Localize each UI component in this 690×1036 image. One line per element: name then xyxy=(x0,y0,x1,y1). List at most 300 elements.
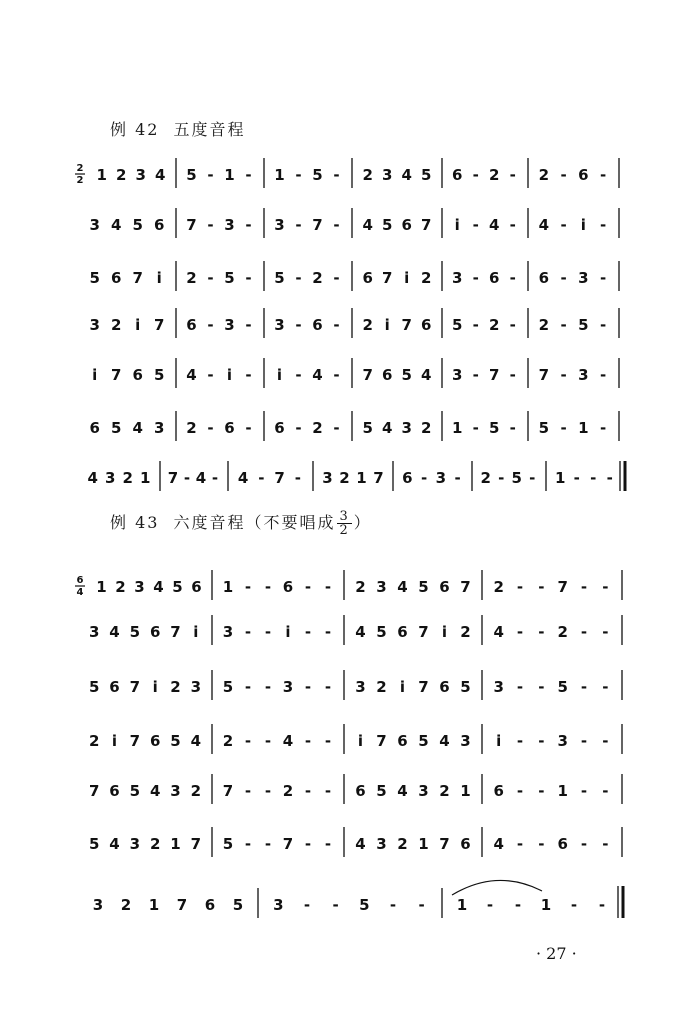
note: 2 xyxy=(170,678,181,696)
note: 3 xyxy=(557,732,568,750)
dash-note: - xyxy=(580,578,588,596)
dash-note: - xyxy=(600,216,607,234)
note: 7 xyxy=(176,896,188,914)
note: 3 xyxy=(273,896,284,914)
note: 2 xyxy=(339,469,350,487)
note: 7 xyxy=(129,678,141,696)
dash-note: - xyxy=(538,678,545,696)
note: 4 xyxy=(538,216,550,234)
dash-note: - xyxy=(304,678,312,696)
note: 3 xyxy=(322,469,333,487)
note: 6 xyxy=(538,269,550,287)
note: 1 xyxy=(460,782,471,800)
note: 3 xyxy=(578,269,589,287)
dash-note: - xyxy=(244,732,252,750)
dash-note: - xyxy=(244,835,252,853)
dash-note: - xyxy=(333,166,340,184)
dash-note: - xyxy=(245,269,252,287)
dash-note: - xyxy=(294,469,301,487)
note: 4 xyxy=(186,366,197,384)
page-number: · 27 · xyxy=(536,944,577,963)
note: 7 xyxy=(382,269,393,287)
note: 1 xyxy=(418,835,429,853)
dash-note: - xyxy=(304,835,312,853)
dash-note: - xyxy=(244,782,252,800)
note: 1 xyxy=(578,419,589,437)
note: 1 xyxy=(557,782,568,800)
note: 5 xyxy=(418,578,429,596)
fraction-numerator: 3 xyxy=(339,509,350,524)
dash-note: - xyxy=(600,166,607,184)
note: 5 xyxy=(274,269,285,287)
note: 2 xyxy=(439,782,450,800)
note: 6 xyxy=(489,269,500,287)
dash-note: - xyxy=(580,782,588,800)
dash-note: - xyxy=(560,166,567,184)
note: 4 xyxy=(237,469,249,487)
note: 7 xyxy=(489,366,500,384)
dash-note: - xyxy=(244,578,252,596)
dash-note: - xyxy=(207,166,214,184)
dash-note: - xyxy=(324,732,332,750)
note: 7 xyxy=(401,316,412,334)
dash-note: - xyxy=(600,366,607,384)
note: 7 xyxy=(421,216,432,234)
note: 6 xyxy=(421,316,432,334)
note: 4 xyxy=(439,732,450,750)
note: 4 xyxy=(111,216,122,234)
note: 3 xyxy=(105,469,116,487)
note: 3 xyxy=(222,623,234,641)
note: 7 xyxy=(274,469,285,487)
note: 6 xyxy=(224,419,235,437)
dash-note: - xyxy=(324,835,332,853)
note: 4 xyxy=(382,419,393,437)
dash-note: - xyxy=(264,732,272,750)
note: 7 xyxy=(190,835,202,853)
note: 4 xyxy=(132,419,143,437)
note: 6 xyxy=(154,216,165,234)
note: i xyxy=(404,269,410,287)
note: 6 xyxy=(149,623,161,641)
note: 5 xyxy=(132,216,143,234)
note: 7 xyxy=(362,366,373,384)
note: 5 xyxy=(129,623,141,641)
note: i xyxy=(193,623,199,641)
dash-note: - xyxy=(295,216,302,234)
dash-note: - xyxy=(602,678,609,696)
dash-note: - xyxy=(421,469,428,487)
time-signature-43-denominator: 4 xyxy=(76,587,84,598)
dash-note: - xyxy=(509,366,516,384)
dash-note: - xyxy=(516,678,524,696)
note: 2 xyxy=(557,623,568,641)
note: 6 xyxy=(402,469,413,487)
note: 3 xyxy=(224,316,235,334)
note: 7 xyxy=(439,835,450,853)
note: 1 xyxy=(170,835,181,853)
dash-note: - xyxy=(600,269,607,287)
note: 5 xyxy=(557,678,568,696)
note: 5 xyxy=(362,419,373,437)
dash-note: - xyxy=(602,732,609,750)
note: 7 xyxy=(460,578,471,596)
dash-note: - xyxy=(207,269,214,287)
note: 2 xyxy=(122,469,133,487)
note: 5 xyxy=(186,166,197,184)
note: 1 xyxy=(555,469,566,487)
note: i xyxy=(399,678,406,696)
note: 5 xyxy=(418,732,429,750)
note: 6 xyxy=(382,366,393,384)
dash-note: - xyxy=(304,782,312,800)
note: 4 xyxy=(421,366,432,384)
note: 4 xyxy=(401,166,412,184)
note: 3 xyxy=(135,166,146,184)
note: 4 xyxy=(489,216,500,234)
example-42-label: 例 42 xyxy=(110,120,160,139)
note: i xyxy=(276,366,283,384)
dash-note: - xyxy=(332,896,339,914)
note: 3 xyxy=(376,578,387,596)
note: 2 xyxy=(282,782,294,800)
note: 7 xyxy=(418,623,429,641)
note: 3 xyxy=(154,419,165,437)
dash-note: - xyxy=(580,678,588,696)
dash-note: - xyxy=(245,316,252,334)
note: 2 xyxy=(421,269,432,287)
note: 2 xyxy=(489,166,500,184)
note: 7 xyxy=(111,366,122,384)
tie-arc xyxy=(452,880,542,895)
note: 2 xyxy=(222,732,234,750)
dash-note: - xyxy=(264,678,272,696)
note: i xyxy=(152,678,158,696)
note: 4 xyxy=(493,835,504,853)
dash-note: - xyxy=(207,419,214,437)
note: 2 xyxy=(362,316,373,334)
note: 3 xyxy=(418,782,429,800)
note: 4 xyxy=(153,578,164,596)
dash-note: - xyxy=(560,216,567,234)
dash-note: - xyxy=(538,835,545,853)
note: 5 xyxy=(376,623,387,641)
note: 6 xyxy=(439,578,450,596)
note: 1 xyxy=(356,469,367,487)
time-signature-42-numerator: 2 xyxy=(76,163,84,174)
dash-note: - xyxy=(472,366,479,384)
note: 5 xyxy=(89,269,100,287)
note: 3 xyxy=(460,732,471,750)
note: 7 xyxy=(376,732,387,750)
note: 6 xyxy=(109,678,120,696)
note: 4 xyxy=(397,578,408,596)
note: 5 xyxy=(88,678,100,696)
dash-note: - xyxy=(264,578,272,596)
dash-note: - xyxy=(211,469,219,487)
note: 5 xyxy=(222,678,234,696)
note: 2 xyxy=(120,896,132,914)
dash-note: - xyxy=(570,896,578,914)
dash-note: - xyxy=(538,623,545,641)
dash-note: - xyxy=(333,419,340,437)
dash-note: - xyxy=(264,623,272,641)
note: 6 xyxy=(186,316,197,334)
dash-note: - xyxy=(472,269,479,287)
note: 6 xyxy=(439,678,450,696)
note: 7 xyxy=(222,782,234,800)
dash-note: - xyxy=(258,469,265,487)
dash-note: - xyxy=(516,578,524,596)
note: 3 xyxy=(435,469,447,487)
note: 3 xyxy=(134,578,145,596)
note: 7 xyxy=(312,216,323,234)
note: 1 xyxy=(224,166,235,184)
note: i xyxy=(357,732,364,750)
note: 3 xyxy=(89,216,100,234)
note: 6 xyxy=(89,419,100,437)
example-43-title: 六度音程（不要唱成 xyxy=(173,513,336,532)
note: 3 xyxy=(282,678,294,696)
dash-note: - xyxy=(304,732,312,750)
note: i xyxy=(454,216,460,234)
dash-note: - xyxy=(538,782,545,800)
note: 6 xyxy=(401,216,412,234)
dash-note: - xyxy=(600,316,607,334)
dash-note: - xyxy=(264,835,272,853)
note: 6 xyxy=(149,732,161,750)
dash-note: - xyxy=(580,835,588,853)
fraction-denominator: 2 xyxy=(339,523,350,538)
note: 5 xyxy=(129,782,141,800)
note: 6 xyxy=(362,269,373,287)
note: i xyxy=(384,316,390,334)
note: i xyxy=(441,623,448,641)
note: 3 xyxy=(493,678,504,696)
note: 5 xyxy=(382,216,393,234)
dash-note: - xyxy=(538,732,545,750)
note: 2 xyxy=(397,835,408,853)
dash-note: - xyxy=(606,469,613,487)
dash-note: - xyxy=(516,782,524,800)
note: 1 xyxy=(456,896,468,914)
note: 3 xyxy=(452,269,463,287)
note: 5 xyxy=(312,166,323,184)
note: i xyxy=(285,623,291,641)
dash-note: - xyxy=(295,366,302,384)
dash-note: - xyxy=(303,896,311,914)
note: 6 xyxy=(191,578,202,596)
dash-note: - xyxy=(486,896,494,914)
note: 2 xyxy=(493,578,504,596)
note: 4 xyxy=(109,623,120,641)
note: 5 xyxy=(452,316,463,334)
note: 5 xyxy=(489,419,500,437)
note: 5 xyxy=(421,166,432,184)
note: 7 xyxy=(170,623,181,641)
note: 6 xyxy=(109,782,120,800)
note: 6 xyxy=(493,782,504,800)
note: 1 xyxy=(148,896,160,914)
dash-note: - xyxy=(389,896,397,914)
note: 1 xyxy=(452,419,463,437)
dash-note: - xyxy=(207,366,214,384)
note: 5 xyxy=(170,732,181,750)
note: 5 xyxy=(111,419,122,437)
dash-note: - xyxy=(472,216,479,234)
dash-note: - xyxy=(573,469,580,487)
note: 1 xyxy=(540,896,552,914)
note: 3 xyxy=(88,623,100,641)
note: 3 xyxy=(578,366,589,384)
dash-note: - xyxy=(295,166,302,184)
dash-note: - xyxy=(580,732,588,750)
dash-note: - xyxy=(602,578,609,596)
note: 5 xyxy=(538,419,550,437)
dash-note: - xyxy=(324,782,332,800)
dash-note: - xyxy=(333,216,340,234)
note: 6 xyxy=(578,166,589,184)
note: 4 xyxy=(87,469,98,487)
note: 3 xyxy=(382,166,393,184)
note: 2 xyxy=(489,316,500,334)
note: 1 xyxy=(274,166,285,184)
note: 7 xyxy=(538,366,550,384)
dash-note: - xyxy=(590,469,597,487)
dash-note: - xyxy=(304,623,312,641)
note: 4 xyxy=(282,732,294,750)
note: 2 xyxy=(312,269,323,287)
note: 7 xyxy=(167,469,179,487)
note: 4 xyxy=(493,623,504,641)
dash-note: - xyxy=(454,469,461,487)
dash-note: - xyxy=(560,316,567,334)
dash-note: - xyxy=(244,678,252,696)
note: 4 xyxy=(362,216,373,234)
dash-note: - xyxy=(538,578,545,596)
dash-note: - xyxy=(418,896,425,914)
note: 6 xyxy=(132,366,143,384)
note: i xyxy=(226,366,233,384)
note: 4 xyxy=(149,782,161,800)
dash-note: - xyxy=(498,469,505,487)
dash-note: - xyxy=(514,896,522,914)
note: 5 xyxy=(578,316,589,334)
note: 3 xyxy=(170,782,181,800)
dash-note: - xyxy=(560,366,567,384)
dash-note: - xyxy=(245,419,252,437)
dash-note: - xyxy=(472,419,479,437)
note: 3 xyxy=(452,366,463,384)
dash-note: - xyxy=(602,623,609,641)
note: i xyxy=(496,732,502,750)
note: 4 xyxy=(312,366,323,384)
note: 2 xyxy=(186,419,197,437)
note: 2 xyxy=(421,419,432,437)
note: 6 xyxy=(282,578,294,596)
note: 1 xyxy=(140,469,151,487)
note: 7 xyxy=(418,678,429,696)
note: 5 xyxy=(401,366,412,384)
note: 3 xyxy=(274,316,285,334)
time-signature-43-numerator: 6 xyxy=(76,575,84,586)
dash-note: - xyxy=(324,623,332,641)
example-42-title: 五度音程 xyxy=(173,120,246,139)
note: 3 xyxy=(274,216,285,234)
note: 4 xyxy=(195,469,207,487)
time-signature-42-denominator: 2 xyxy=(76,175,84,186)
note: 2 xyxy=(88,732,100,750)
note: 6 xyxy=(204,896,216,914)
note: 5 xyxy=(88,835,100,853)
note: 2 xyxy=(538,316,550,334)
note: 2 xyxy=(480,469,491,487)
example-43-label: 例 43 xyxy=(110,513,160,532)
dash-note: - xyxy=(304,578,312,596)
dash-note: - xyxy=(295,419,302,437)
note: 6 xyxy=(452,166,463,184)
dash-note: - xyxy=(598,896,606,914)
dash-note: - xyxy=(509,419,516,437)
dash-note: - xyxy=(516,623,524,641)
note: 6 xyxy=(111,269,122,287)
dash-note: - xyxy=(602,782,609,800)
note: 3 xyxy=(376,835,387,853)
note: 1 xyxy=(96,578,107,596)
note: 2 xyxy=(312,419,323,437)
note: 4 xyxy=(355,835,366,853)
dash-note: - xyxy=(183,469,191,487)
note: 3 xyxy=(129,835,141,853)
note: 4 xyxy=(155,166,166,184)
note: 6 xyxy=(312,316,323,334)
note: 7 xyxy=(557,578,568,596)
note: 7 xyxy=(282,835,294,853)
note: 2 xyxy=(538,166,550,184)
note: 2 xyxy=(149,835,161,853)
dash-note: - xyxy=(245,216,252,234)
note: 2 xyxy=(116,166,127,184)
dash-note: - xyxy=(207,316,214,334)
note: i xyxy=(156,269,162,287)
dash-note: - xyxy=(529,469,536,487)
note: 3 xyxy=(92,896,104,914)
note: 4 xyxy=(190,732,202,750)
example-43-title-end: ） xyxy=(353,513,372,532)
note: 5 xyxy=(222,835,234,853)
dash-note: - xyxy=(207,216,214,234)
dash-note: - xyxy=(509,316,516,334)
note: 7 xyxy=(129,732,141,750)
dash-note: - xyxy=(333,269,340,287)
note: i xyxy=(580,216,586,234)
note: 3 xyxy=(401,419,412,437)
note: 6 xyxy=(355,782,366,800)
note: 6 xyxy=(397,732,408,750)
note: 5 xyxy=(376,782,387,800)
note: 2 xyxy=(186,269,197,287)
note: 7 xyxy=(373,469,384,487)
dash-note: - xyxy=(295,316,302,334)
note: 2 xyxy=(111,316,122,334)
dash-note: - xyxy=(324,678,332,696)
note: 4 xyxy=(355,623,366,641)
note: 3 xyxy=(224,216,235,234)
note: 2 xyxy=(115,578,126,596)
dash-note: - xyxy=(516,835,524,853)
note: 6 xyxy=(397,623,408,641)
note: 3 xyxy=(190,678,202,696)
